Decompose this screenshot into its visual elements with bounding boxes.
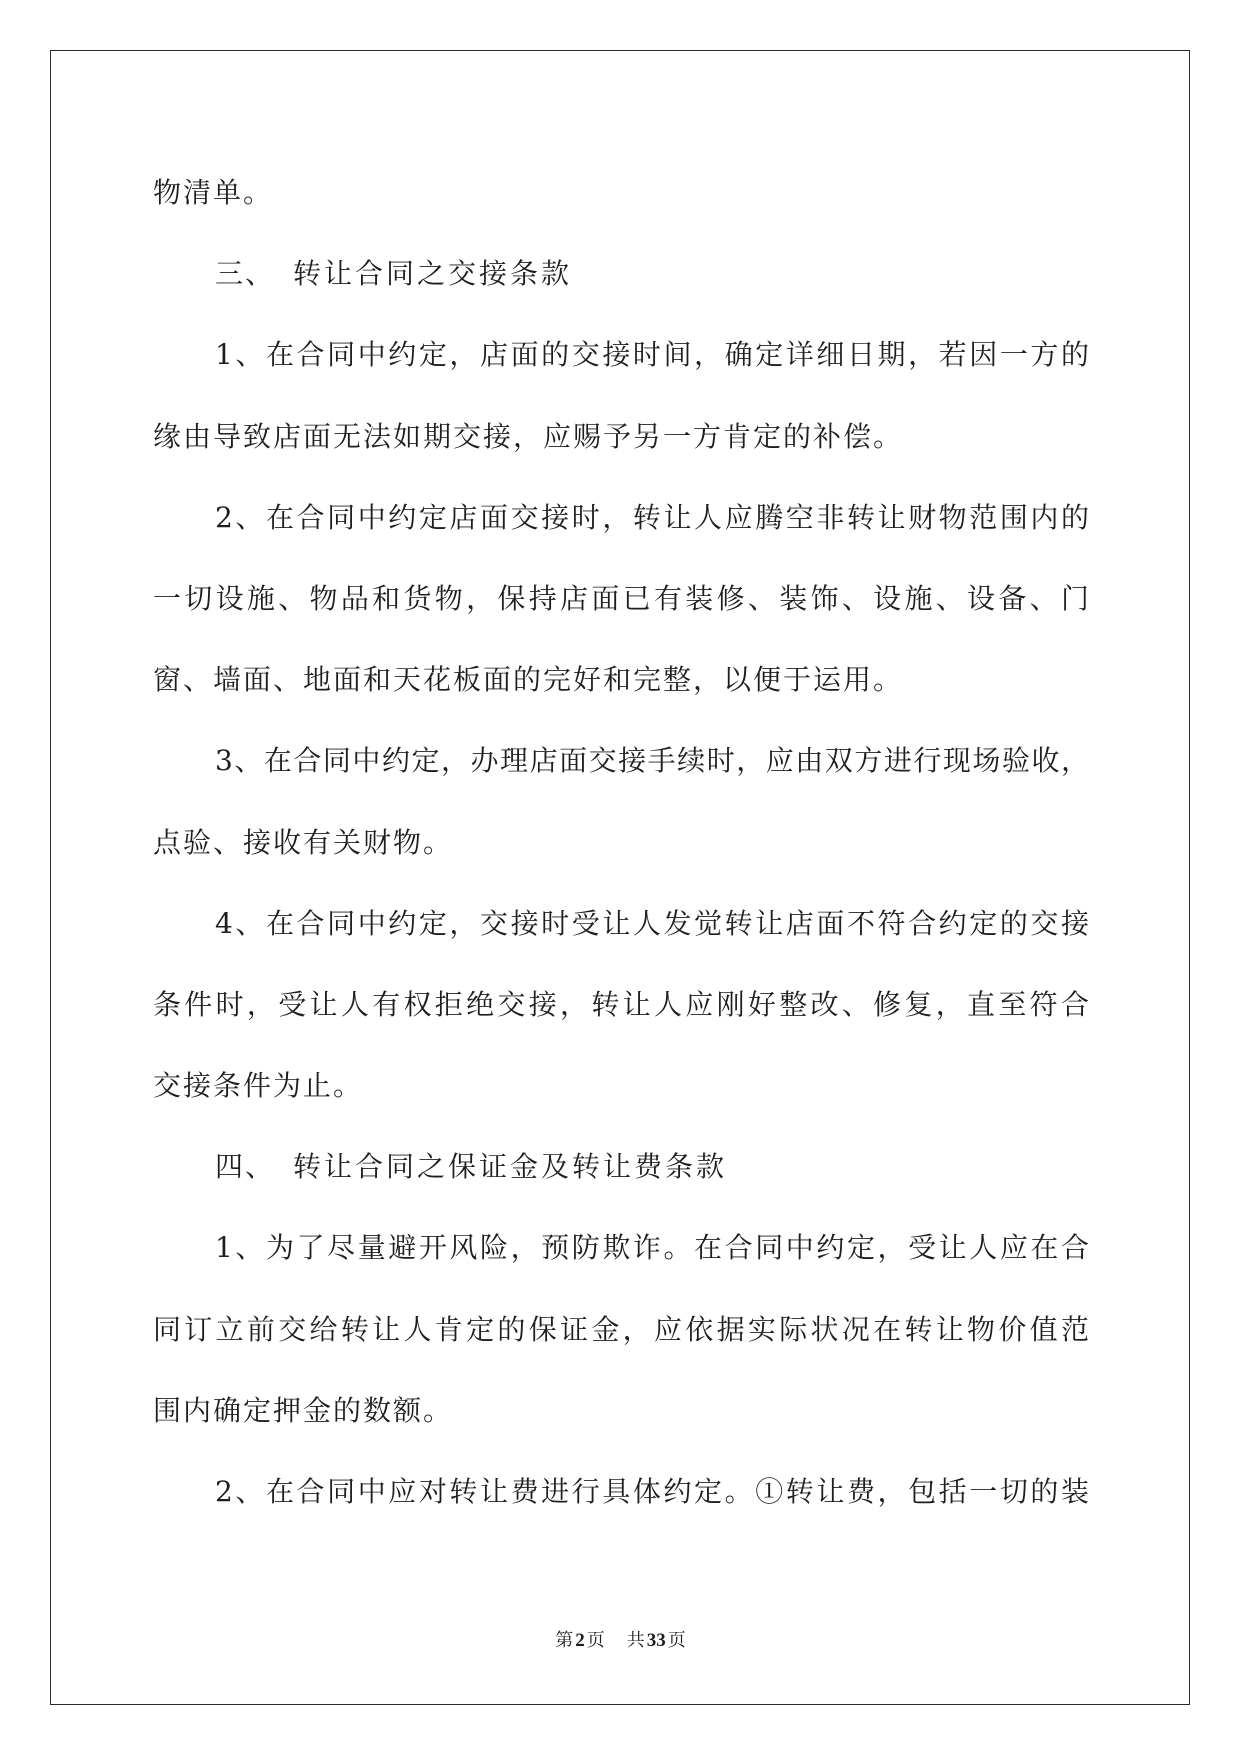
text-line: 2、在合同中应对转让费进行具体约定。①转让费，包括一切的装 bbox=[215, 1475, 1089, 1508]
text-line: 物清单。 bbox=[153, 176, 274, 209]
total-pages-number: 33 bbox=[646, 1630, 666, 1651]
text-line: 2、在合同中约定店面交接时，转让人应腾空非转让财物范围内的 bbox=[215, 500, 1089, 534]
text-line: 3、在合同中约定，办理店面交接手续时，应由双方进行现场验收， bbox=[215, 744, 1089, 778]
page-label-suffix: 页 bbox=[586, 1630, 605, 1651]
section-heading-3 bbox=[153, 233, 1089, 314]
text-line: 点验、接收有关财物。 bbox=[153, 825, 454, 859]
section-number: 三、 bbox=[215, 257, 276, 291]
text-line: 交接条件为止。 bbox=[153, 1069, 364, 1103]
text-line: 缘由导致店面无法如期交接，应赐予另一方肯定的补偿。 bbox=[153, 419, 904, 453]
total-label-prefix: 共 bbox=[626, 1630, 645, 1651]
page-footer bbox=[0, 1626, 1241, 1656]
paragraph-clause-1 bbox=[153, 314, 1089, 476]
text-line: 条件时，受让人有权拒绝交接，转让人应刚好整改、修复，直至符合 bbox=[153, 987, 1089, 1021]
page-label-prefix: 第 bbox=[555, 1630, 574, 1651]
text-line: 同订立前交给转让人肯定的保证金，应依据实际状况在转让物价值范 bbox=[153, 1312, 1089, 1346]
text-line: 一切设施、物品和货物，保持店面已有装修、装饰、设施、设备、门 bbox=[153, 581, 1089, 615]
section-title: 转让合同之保证金及转让费条款 bbox=[293, 1150, 728, 1184]
paragraph-deposit-clause-1 bbox=[153, 1207, 1089, 1451]
total-label-suffix: 页 bbox=[667, 1630, 686, 1651]
current-page-number: 2 bbox=[575, 1630, 585, 1651]
document-body bbox=[153, 152, 1089, 1532]
paragraph-clause-4 bbox=[153, 883, 1089, 1127]
text-line: 围内确定押金的数额。 bbox=[153, 1393, 454, 1427]
section-title: 转让合同之交接条款 bbox=[293, 257, 573, 291]
text-line: 窗、墙面、地面和天花板面的完好和完整，以便于运用。 bbox=[153, 663, 904, 697]
paragraph-clause-3 bbox=[153, 720, 1089, 882]
text-line: 1、为了尽量避开风险，预防欺诈。在合同中约定，受让人应在合 bbox=[215, 1231, 1089, 1265]
paragraph-clause-2 bbox=[153, 477, 1089, 721]
paragraph-deposit-clause-2 bbox=[153, 1451, 1089, 1532]
section-heading-4 bbox=[153, 1126, 1089, 1207]
text-line: 4、在合同中约定，交接时受让人发觉转让店面不符合约定的交接 bbox=[215, 906, 1089, 940]
text-line: 1、在合同中约定，店面的交接时间，确定详细日期，若因一方的 bbox=[215, 338, 1089, 372]
paragraph-continuation bbox=[153, 152, 1089, 233]
section-number: 四、 bbox=[215, 1150, 276, 1184]
